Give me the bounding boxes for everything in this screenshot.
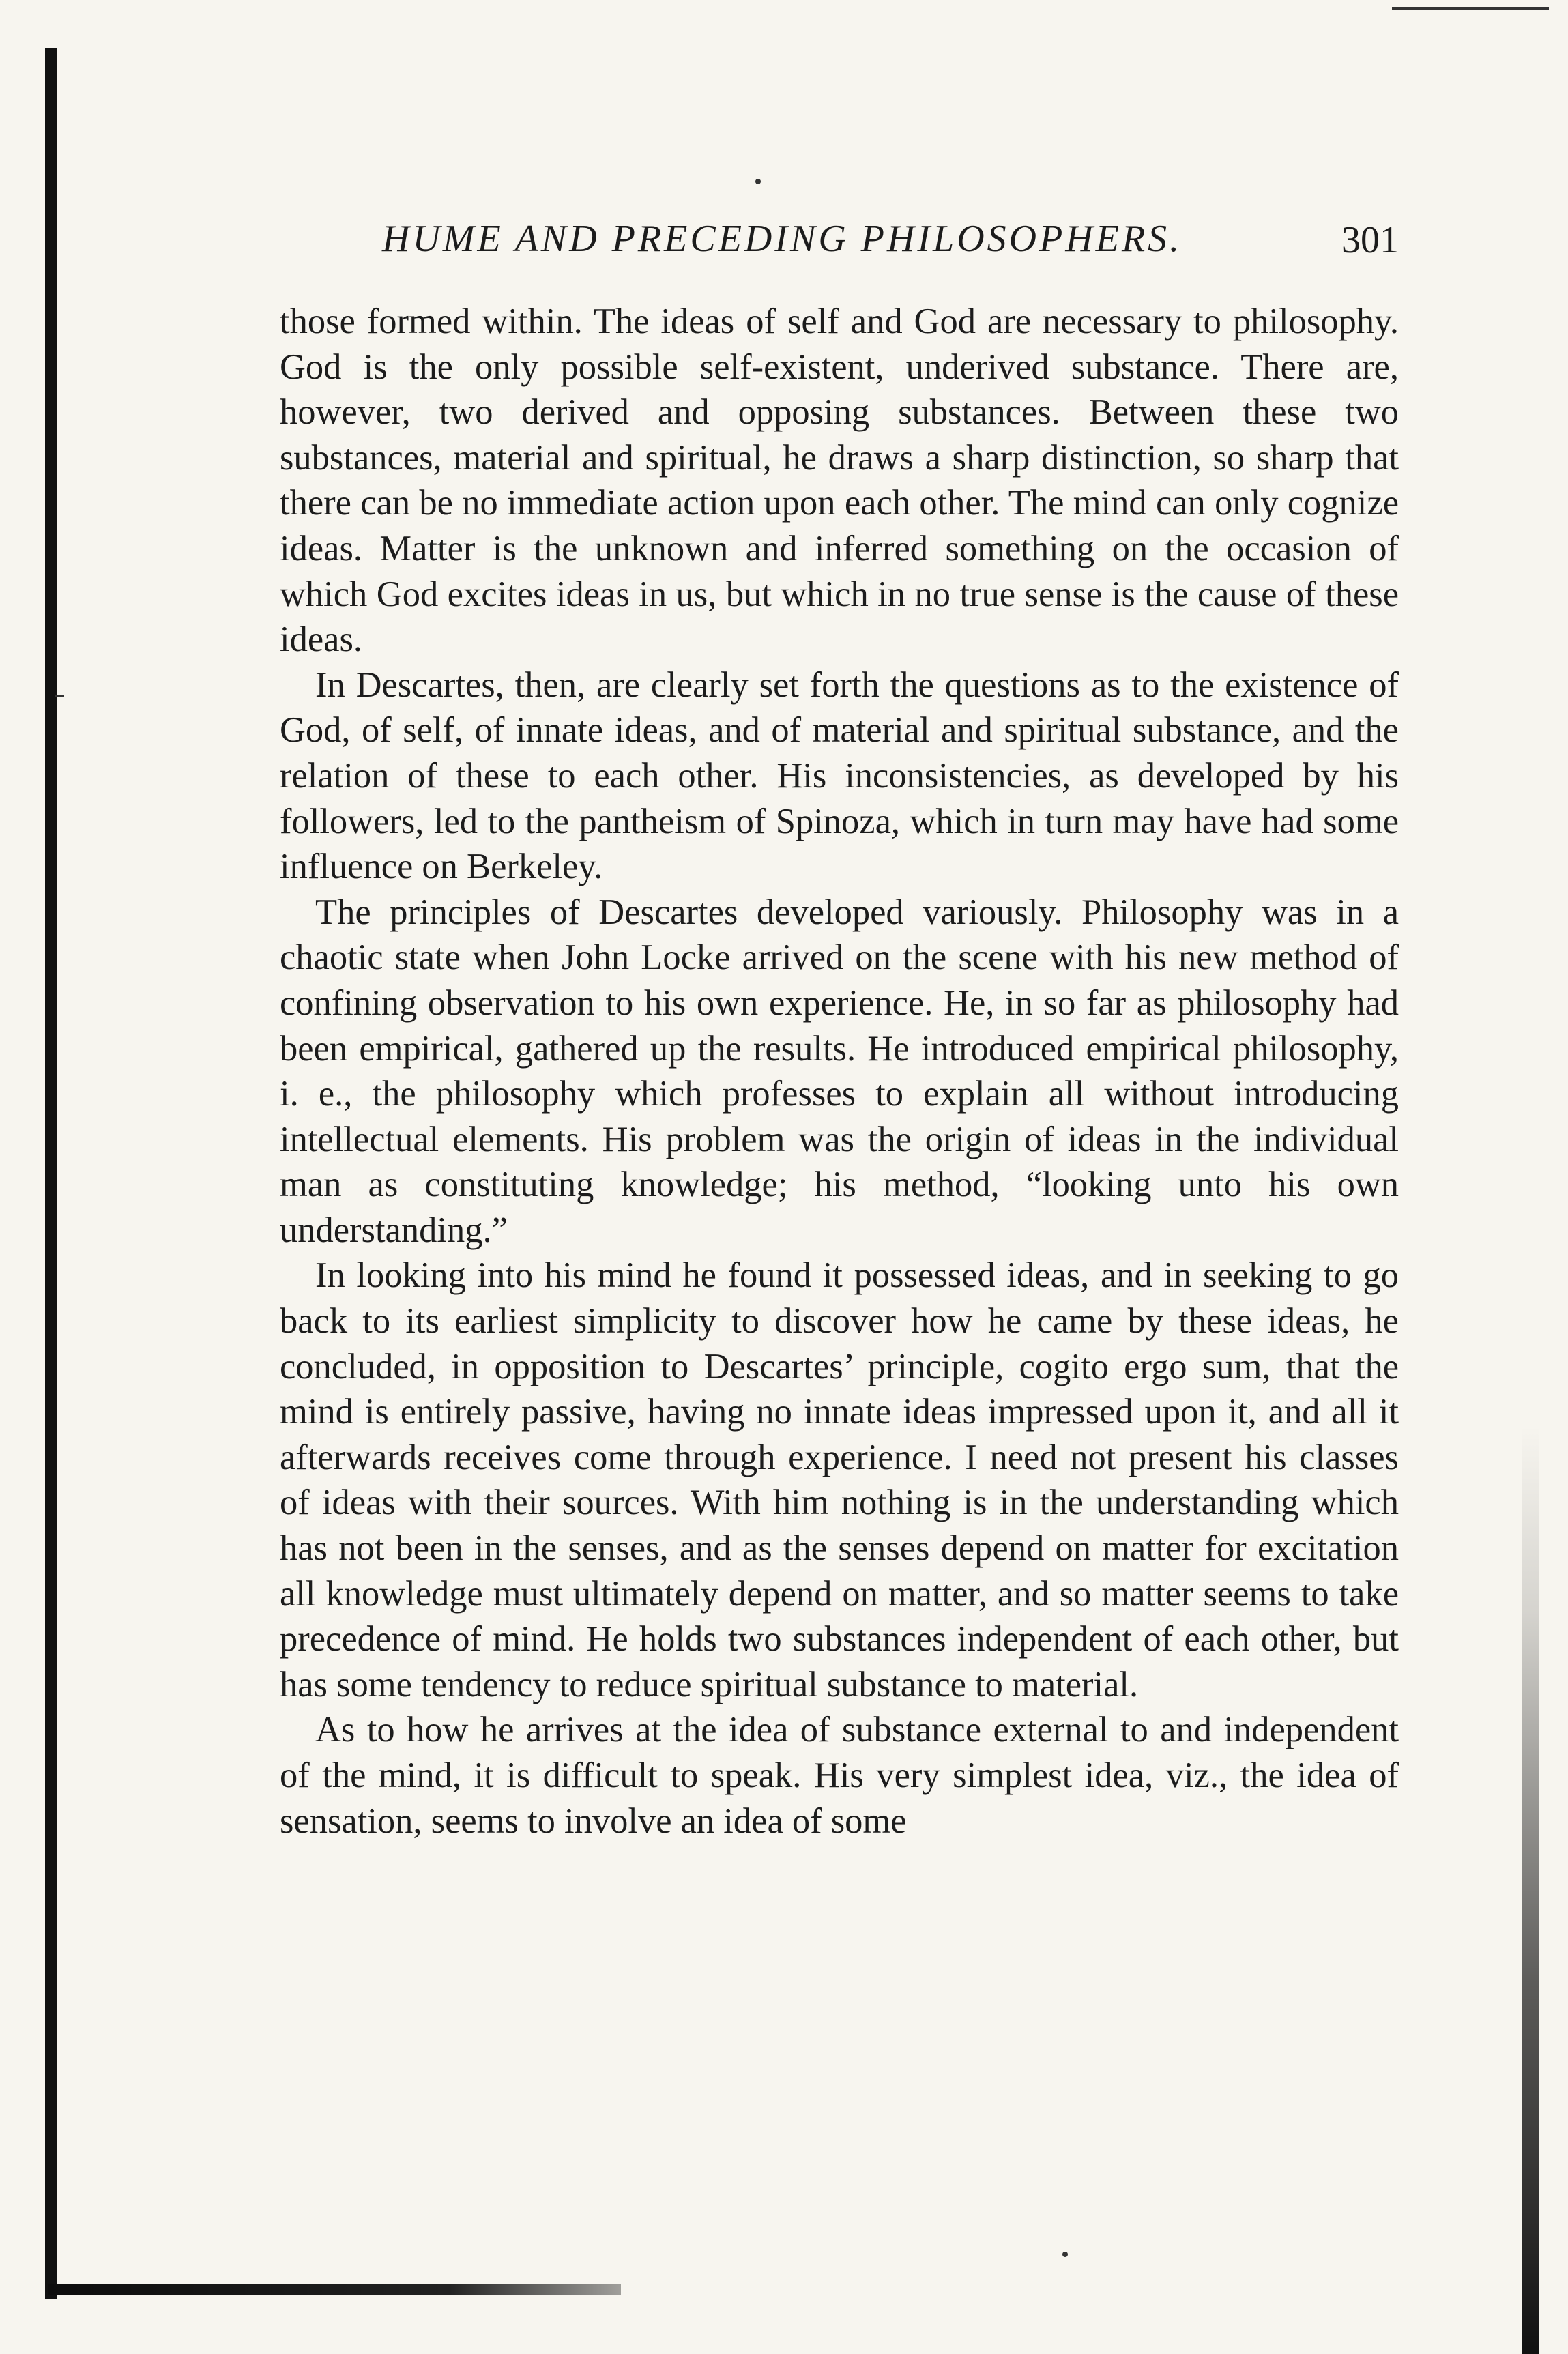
paragraph: The principles of Descartes developed variously. Philosophy was in a chaotic state when John Locke arrived on the scene with his new method of confining observation to his own experience. He, in so far as philosophy had been empirical, gathered up the results. He introduced empirical philosophy, i. e., the philosophy which professes to explain all without introducing intellectual elements. His problem was the origin of ideas in the individual man as constituting knowledge; his method, “looking unto his own understanding.” (280, 892, 1399, 1250)
page-number: 301 (1341, 219, 1399, 261)
scan-top-rule (1392, 7, 1549, 10)
scan-left-border (45, 48, 57, 2299)
scan-speck (755, 179, 761, 184)
scan-right-edge-shadow (1522, 1426, 1539, 2354)
running-header (280, 217, 1399, 278)
scan-speck (1062, 2252, 1068, 2257)
scan-margin-mark (55, 695, 64, 697)
body-text (280, 299, 1399, 1844)
paragraph: those formed within. The ideas of self and God are necessary to philosophy. God is the only possible self-existent, underived substance. There are, however, two derived and opposing substances. Between these two substances, material and spiritual, he draws a sharp distinction, so sharp that there can be no immediate action upon each other. The mind can only cognize ideas. Matter is the unknown and inferred something on the occasion of which God excites ideas in us, but which in no true sense is the cause of these ideas. (280, 302, 1399, 660)
scan-bottom-border (48, 2284, 621, 2295)
paragraph: In looking into his mind he found it possessed ideas, and in seeking to go back to its earliest simplicity to discover how he came by these ideas, he concluded, in opposition to Descartes’ principle, cogito ergo sum, that the mind is entirely passive, having no innate ideas impressed upon it, and all it afterwards receives come through experience. I need not present his classes of ideas with their sources. With him nothing is in the understanding which has not been in the senses, and as the senses depend on matter for excitation all knowledge must ultimately depend on matter, and so matter seems to take precedence of mind. He holds two substances independent of each other, but has some tendency to reduce spiritual substance to material. (280, 1255, 1399, 1704)
paragraph: In Descartes, then, are clearly set forth the questions as to the existence of God, of self, of innate ideas, and of material and spiritual substance, and the relation of these to each other. His inconsistencies, as developed by his followers, led to the pantheism of Spinoza, which in turn may have had some influence on Berkeley. (280, 665, 1399, 887)
paragraph: As to how he arrives at the idea of substance external to and independent of the mind, it is difficult to speak. His very simplest idea, viz., the idea of sensation, seems to involve an idea of some (280, 1710, 1399, 1841)
running-title: HUME AND PRECEDING PHILOSOPHERS. (382, 218, 1182, 260)
